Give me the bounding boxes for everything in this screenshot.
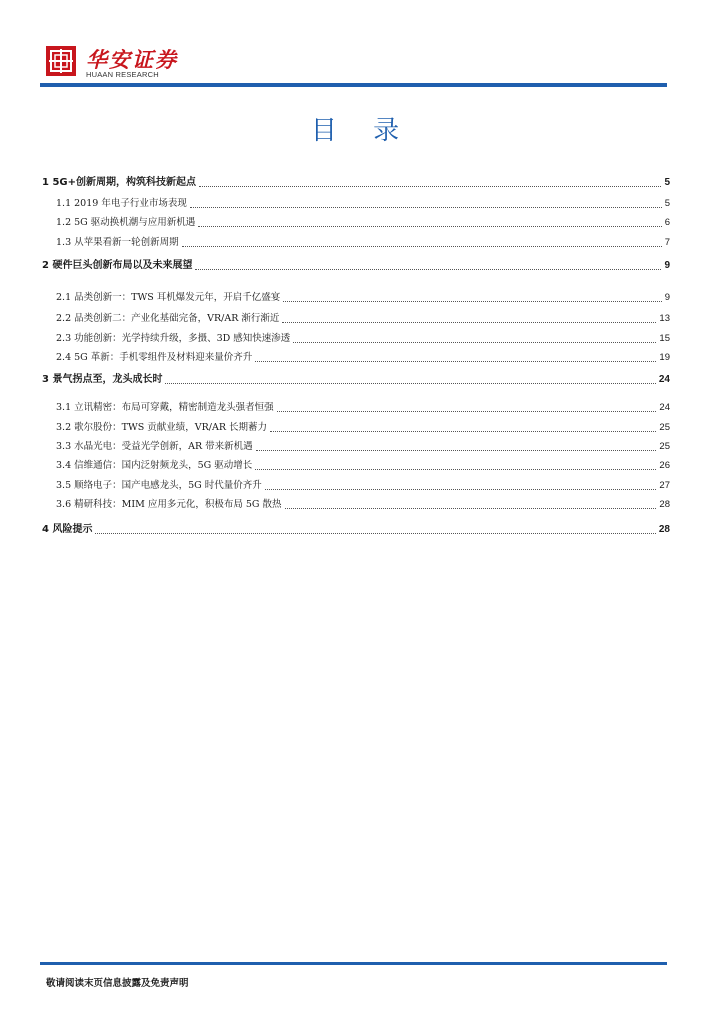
toc-subsection-entry[interactable] — [42, 331, 670, 345]
toc-dot-leader — [277, 410, 657, 412]
footer-divider — [40, 962, 667, 965]
toc-entry-title: 1.2 5G 驱动换机潮与应用新机遇 — [56, 217, 196, 228]
toc-entry-title: 2.2 品类创新二：产业化基础完备，VR/AR 渐行渐近 — [56, 313, 280, 324]
toc-dot-leader — [270, 430, 656, 432]
toc-subsection-entry[interactable] — [42, 478, 670, 492]
toc-page-number: 25 — [659, 441, 670, 452]
toc-page-number: 6 — [664, 217, 670, 228]
page-header — [0, 0, 724, 92]
toc-entry-title: 1.3 从苹果看新一轮创新周期 — [56, 237, 179, 248]
huaan-logo-icon — [46, 46, 76, 76]
toc-entry-title: 3 景气拐点至，龙头成长时 — [42, 374, 163, 385]
toc-section-entry[interactable] — [42, 372, 670, 386]
toc-dot-leader — [283, 300, 661, 302]
toc-page-number: 5 — [664, 198, 670, 209]
toc-page-number: 13 — [659, 313, 670, 324]
toc-dot-leader — [190, 206, 662, 208]
toc-entry-title: 3.1 立讯精密：布局可穿戴，精密制造龙头强者恒强 — [56, 402, 274, 413]
toc-entry-title: 3.3 水晶光电：受益光学创新，AR 带来新机遇 — [56, 441, 253, 452]
toc-dot-leader — [255, 468, 656, 470]
toc-subsection-entry[interactable] — [42, 350, 670, 364]
toc-subsection-entry[interactable] — [42, 290, 670, 304]
toc-dot-leader — [285, 507, 657, 509]
toc-entry-title: 2.1 品类创新一：TWS 耳机爆发元年，开启千亿盛宴 — [56, 292, 281, 303]
toc-dot-leader — [165, 382, 655, 384]
toc-entry-title: 2 硬件巨头创新布局以及未来展望 — [42, 260, 193, 271]
toc-subsection-entry[interactable] — [42, 235, 670, 249]
toc-page-number: 9 — [664, 292, 670, 303]
toc-subsection-entry[interactable] — [42, 196, 670, 210]
toc-page-number: 28 — [658, 524, 670, 535]
toc-dot-leader — [265, 488, 657, 490]
toc-subsection-entry[interactable] — [42, 215, 670, 229]
toc-entry-title: 1.1 2019 年电子行业市场表现 — [56, 198, 187, 209]
toc-page-number: 25 — [659, 422, 670, 433]
toc-entry-title: 3.5 顺络电子：国产电感龙头，5G 时代量价齐升 — [56, 480, 262, 491]
toc-page-number: 15 — [659, 333, 670, 344]
toc-dot-leader — [182, 245, 662, 247]
toc-entry-title: 3.4 信维通信：国内泛射频龙头，5G 驱动增长 — [56, 460, 253, 471]
toc-entry-title: 1 5G+创新周期，构筑科技新起点 — [42, 177, 196, 188]
toc-page-number: 24 — [659, 402, 670, 413]
toc-dot-leader — [95, 532, 655, 534]
page-title: 目 录 — [310, 116, 414, 146]
header-divider — [40, 83, 667, 87]
toc-dot-leader — [293, 341, 656, 343]
toc-page-number: 5 — [664, 177, 670, 188]
toc-page-number: 19 — [659, 352, 670, 363]
toc-dot-leader — [195, 268, 661, 270]
toc-subsection-entry[interactable] — [42, 497, 670, 511]
toc-subsection-entry[interactable] — [42, 458, 670, 472]
toc-entry-title: 2.4 5G 革新：手机零组件及材料迎来量价齐升 — [56, 352, 253, 363]
brand-name-en: HUAAN RESEARCH — [86, 70, 159, 79]
toc-page-number: 9 — [664, 260, 670, 271]
toc-dot-leader — [255, 360, 656, 362]
toc-entry-title: 3.6 精研科技：MIM 应用多元化，积极布局 5G 散热 — [56, 499, 282, 510]
toc-dot-leader — [256, 449, 657, 451]
toc-subsection-entry[interactable] — [42, 400, 670, 414]
toc-entry-title: 4 风险提示 — [42, 524, 93, 535]
toc-page-number: 27 — [659, 480, 670, 491]
toc-page-number: 7 — [664, 237, 670, 248]
toc-subsection-entry[interactable] — [42, 420, 670, 434]
toc-page-number: 26 — [659, 460, 670, 471]
toc-entry-title: 3.2 歌尔股份：TWS 贡献业绩，VR/AR 长期蓄力 — [56, 422, 268, 433]
toc-section-entry[interactable] — [42, 258, 670, 272]
toc-subsection-entry[interactable] — [42, 439, 670, 453]
toc-dot-leader — [199, 185, 661, 187]
toc-subsection-entry[interactable] — [42, 311, 670, 325]
toc-page-number: 28 — [659, 499, 670, 510]
toc-dot-leader — [282, 321, 656, 323]
brand-name-cn: 华安证券 — [86, 47, 178, 72]
toc-section-entry[interactable] — [42, 522, 670, 536]
footer-disclaimer: 敬请阅读末页信息披露及免责声明 — [46, 978, 189, 989]
toc-page-number: 24 — [658, 374, 670, 385]
toc-section-entry[interactable] — [42, 175, 670, 189]
toc-dot-leader — [198, 225, 661, 227]
toc-entry-title: 2.3 功能创新：光学持续升级，多摄、3D 感知快速渗透 — [56, 333, 291, 344]
